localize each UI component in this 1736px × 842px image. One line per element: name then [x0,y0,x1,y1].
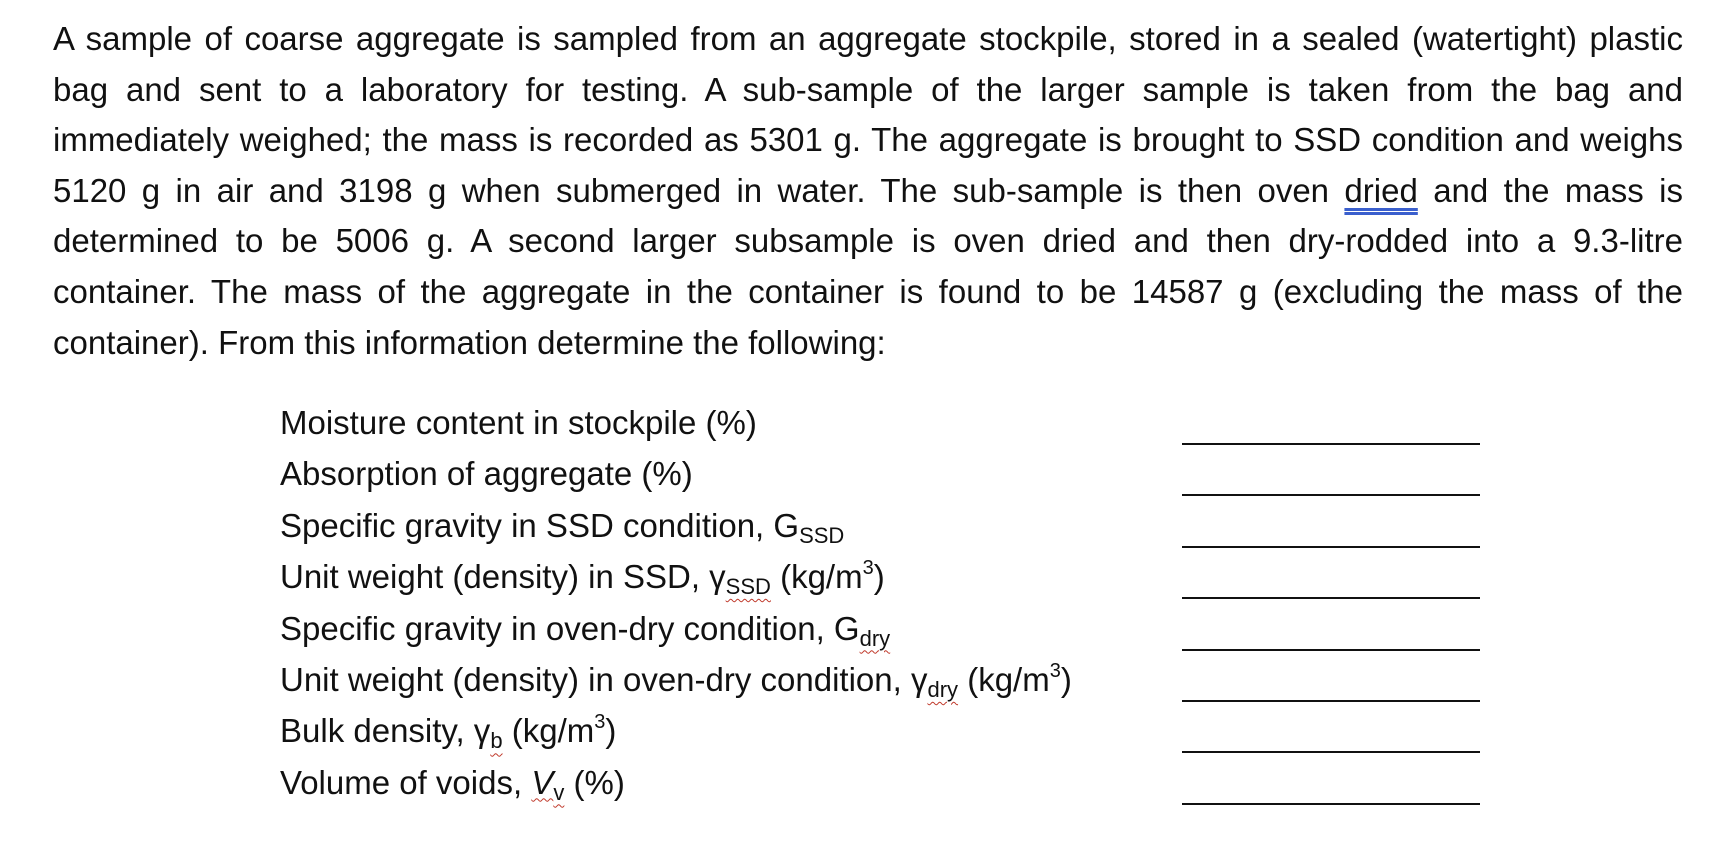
question-row-bulk-density [280,705,1480,756]
question-label: Specific gravity in SSD condition, $G_{SSD}$ [280,506,845,548]
answer-line[interactable] [1182,649,1480,651]
question-row-unit-weight-ssd [280,551,1480,602]
problem-text-part-1: A sample of coarse aggregate is sampled from an aggregate stockpile, stored in a sealed (watertight) plastic bag and sent to a laboratory for testing. A sub-sample of the larger sample is taken from the bag and immediately weighed; the mass is recorded as 5301 g. The aggregate is brought to SSD condition and weighs 5120 g in air and 3198 g when submerged in water. The sub-sample is then oven [53,20,1683,209]
question-row-specific-gravity-ssd [280,500,1480,551]
answer-line[interactable] [1182,443,1480,445]
question-list [280,397,1480,808]
superscript: 3 [1049,659,1061,682]
subscript: SSD [725,574,771,600]
question-label: Unit weight (density) in oven-dry condition, $\gamma_{dry}$ $(kg/m^3)$ [280,659,1072,702]
underlined-word-dried: dried [1344,171,1418,209]
answer-line[interactable] [1182,597,1480,599]
subscript: v [553,779,565,805]
question-row-unit-weight-dry [280,654,1480,705]
subscript: SSD [799,522,845,548]
question-label: Specific gravity in oven-dry condition, $G_{dry}$ [280,609,891,651]
problem-statement [53,14,1683,368]
subscript: dry [927,676,959,702]
problem-text-part-2: and the mass is determined to be 5006 g. A second larger subsample is oven dried and then dry-rodded into a 9.3-litre container. The mass of the aggregate in the container is found to be 14587 g (excluding the mass of the container). From this information determine the following: [53,171,1683,361]
answer-line[interactable] [1182,494,1480,496]
question-label: Volume of voids, $V_v$ (%) [280,763,625,805]
answer-line[interactable] [1182,803,1480,805]
subscript: b [490,728,503,754]
question-label: Moisture content in stockpile (%) [280,404,757,441]
question-row-volume-of-voids [280,757,1480,808]
italic-symbol: V [531,763,554,801]
question-row-specific-gravity-dry [280,603,1480,654]
subscript: dry [859,625,891,651]
question-row-absorption [280,448,1480,499]
answer-line[interactable] [1182,700,1480,702]
answer-line[interactable] [1182,546,1480,548]
question-label: Unit weight (density) in SSD, $\gamma_{SSD}$ $(kg/m^3)$ [280,557,885,600]
question-label: Bulk density, $\gamma_b$ $(kg/m^3)$ [280,711,617,754]
superscript: 3 [862,557,874,580]
question-row-moisture-content [280,397,1480,448]
superscript: 3 [594,711,606,734]
question-label: Absorption of aggregate (%) [280,455,693,493]
answer-line[interactable] [1182,751,1480,753]
